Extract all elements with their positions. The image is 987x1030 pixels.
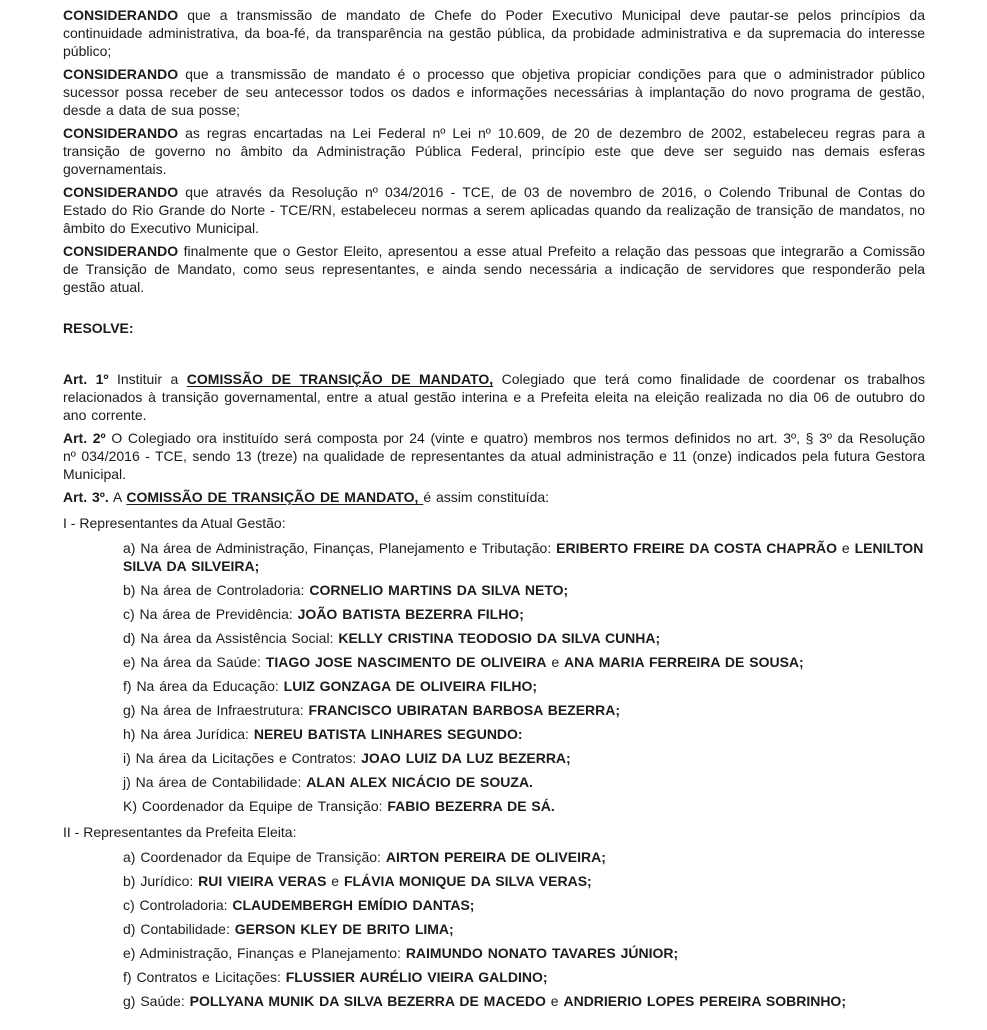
member-name: AIRTON PEREIRA DE OLIVEIRA; xyxy=(385,849,606,865)
item-lead: g) Saúde: xyxy=(123,993,190,1009)
member-name: ANA MARIA FERREIRA DE SOUSA; xyxy=(564,654,804,670)
considerando-paragraph xyxy=(63,65,925,119)
list-item xyxy=(123,581,925,599)
item-conjunction: e xyxy=(837,540,855,556)
considerando-paragraph xyxy=(63,6,925,60)
member-name: CLAUDEMBERGH EMÍDIO DANTAS; xyxy=(232,897,475,913)
considerando-text: que a transmissão de mandato de Chefe do Poder Executivo Municipal deve pautar-se pelos princípios da continuidade administrativa, da boa-fé, da transparência na gestão pública, da probidade administrativa e da supremacia do interesse público; xyxy=(63,7,925,59)
member-name: NEREU BATISTA LINHARES SEGUNDO: xyxy=(253,726,523,742)
member-name: FLÁVIA MONIQUE DA SILVA VERAS; xyxy=(344,873,592,889)
item-lead: c) Controladoria: xyxy=(123,897,233,913)
section-heading-current-administration: I - Representantes da Atual Gestão: xyxy=(63,515,286,531)
considerando-keyword: CONSIDERANDO xyxy=(63,66,179,82)
considerando-text: que a transmissão de mandato é o processo que objetiva propiciar condições para que o administrador público sucessor possa receber de seu antecessor todos os dados e informações necessárias à implantação do novo programa de gestão, desde a data de sua posse; xyxy=(63,66,925,118)
list-item xyxy=(123,629,925,647)
considerando-keyword: CONSIDERANDO xyxy=(63,125,179,141)
member-name: FLUSSIER AURÉLIO VIEIRA GALDINO; xyxy=(285,969,548,985)
member-name: RAIMUNDO NONATO TAVARES JÚNIOR; xyxy=(405,945,679,961)
item-lead: b) Na área de Controladoria: xyxy=(123,582,310,598)
article-1-commission-title: COMISSÃO DE TRANSIÇÃO DE MANDATO, xyxy=(186,371,494,387)
considerando-keyword: CONSIDERANDO xyxy=(63,7,179,23)
member-name: TIAGO JOSE NASCIMENTO DE OLIVEIRA xyxy=(265,654,547,670)
member-name: ALAN ALEX NICÁCIO DE SOUZA. xyxy=(306,774,533,790)
list-item xyxy=(123,944,925,962)
item-conjunction: e xyxy=(545,993,564,1009)
item-lead: h) Na área Jurídica: xyxy=(123,726,254,742)
item-conjunction: e xyxy=(546,654,565,670)
article-1-pre: Instituir a xyxy=(108,371,187,387)
list-item xyxy=(123,896,925,914)
list-item xyxy=(123,701,925,719)
article-2-pre: O Colegiado ora instituído será composta por 24 (vinte e quatro) membros nos termos definidos no art. 3º, § 3º da Resolução nº 034/2016 - TCE, sendo 13 (treze) na qualidade de representantes da atual administração e 11 (onze) indicados pela futura Gestora Municipal. xyxy=(63,430,926,482)
item-lead: c) Na área de Previdência: xyxy=(123,606,298,622)
item-lead: b) Jurídico: xyxy=(123,873,199,889)
list-item xyxy=(123,605,925,623)
list-item xyxy=(123,920,925,938)
member-name: ANDRIERIO LOPES PEREIRA SOBRINHO; xyxy=(563,993,846,1009)
article-2-label: Art. 2º xyxy=(63,430,106,446)
item-lead: i) Na área da Licitações e Contratos: xyxy=(123,750,362,766)
member-name: LENILTON SILVA DA SILVEIRA; xyxy=(123,540,924,574)
article-3-pre: A xyxy=(108,489,127,505)
item-lead: f) Na área da Educação: xyxy=(123,678,284,694)
item-conjunction: e xyxy=(326,873,344,889)
item-lead: a) Na área de Administração, Finanças, Planejamento e Tributação: xyxy=(123,540,557,556)
considerando-text: que através da Resolução nº 034/2016 - TCE, de 03 de novembro de 2016, o Colendo Tribunal de Contas do Estado do Rio Grande do Norte - TCE/RN, estabeleceu normas a serem aplicadas quando da realização de transição de mandatos, no âmbito do Executivo Municipal. xyxy=(63,184,925,236)
item-lead: e) Na área da Saúde: xyxy=(123,654,266,670)
article-3-post: é assim constituída: xyxy=(423,489,550,505)
list-item xyxy=(123,872,925,890)
item-lead: e) Administração, Finanças e Planejamento: xyxy=(123,945,406,961)
article-1-paragraph xyxy=(63,370,925,424)
article-3-paragraph xyxy=(63,488,925,506)
member-name: JOAO LUIZ DA LUZ BEZERRA; xyxy=(361,750,571,766)
member-name: FRANCISCO UBIRATAN BARBOSA BEZERRA; xyxy=(308,702,621,718)
resolve-heading: RESOLVE: xyxy=(63,320,134,336)
list-item xyxy=(123,992,925,1010)
member-name: GERSON KLEY DE BRITO LIMA; xyxy=(234,921,454,937)
member-name: LUIZ GONZAGA DE OLIVEIRA FILHO; xyxy=(283,678,538,694)
member-name: ERIBERTO FREIRE DA COSTA CHAPRÃO xyxy=(556,540,838,556)
list-item xyxy=(123,749,925,767)
member-name: RUI VIEIRA VERAS xyxy=(198,873,327,889)
member-name: CORNELIO MARTINS DA SILVA NETO; xyxy=(309,582,569,598)
considerando-paragraph xyxy=(63,183,925,237)
article-3-label: Art. 3º. xyxy=(63,489,109,505)
list-item xyxy=(123,677,925,695)
list-item xyxy=(123,848,925,866)
item-lead: K) Coordenador da Equipe de Transição: xyxy=(123,798,388,814)
considerando-keyword: CONSIDERANDO xyxy=(63,184,179,200)
member-name: POLLYANA MUNIK DA SILVA BEZERRA DE MACEDO xyxy=(189,993,546,1009)
member-name: FABIO BEZERRA DE SÁ. xyxy=(387,798,555,814)
member-name: KELLY CRISTINA TEODOSIO DA SILVA CUNHA; xyxy=(338,630,661,646)
item-lead: j) Na área de Contabilidade: xyxy=(123,774,307,790)
considerando-paragraph xyxy=(63,242,925,296)
considerando-text: as regras encartadas na Lei Federal nº Lei nº 10.609, de 20 de dezembro de 2002, estabeleceu regras para a transição de governo no âmbito da Administração Pública Federal, princípio este que deve ser seguido nas demais esferas governamentais. xyxy=(63,125,925,177)
member-name: JOÃO BATISTA BEZERRA FILHO; xyxy=(297,606,524,622)
article-1-post: Colegiado que terá como finalidade de coordenar os trabalhos relacionados à transição governamental, entre a atual gestão interina e a Prefeita eleita na eleição realizada no dia 06 de outubro do ano corrente. xyxy=(63,371,926,423)
item-lead: a) Coordenador da Equipe de Transição: xyxy=(123,849,386,865)
list-item xyxy=(123,539,925,575)
list-item xyxy=(123,797,925,815)
considerando-paragraph xyxy=(63,124,925,178)
item-lead: f) Contratos e Licitações: xyxy=(123,969,286,985)
list-item xyxy=(123,773,925,791)
list-item xyxy=(123,968,925,986)
section-heading-elected-mayor: II - Representantes da Prefeita Eleita: xyxy=(63,824,297,840)
item-lead: g) Na área de Infraestrutura: xyxy=(123,702,309,718)
considerando-keyword: CONSIDERANDO xyxy=(63,243,179,259)
item-lead: d) Contabilidade: xyxy=(123,921,235,937)
considerando-text: finalmente que o Gestor Eleito, apresentou a esse atual Prefeito a relação das pessoas que integrarão a Comissão de Transição de Mandato, como seus representantes, e ainda sendo necessária a indicação de servidores que responderão pela gestão atual. xyxy=(63,243,925,295)
article-1-label: Art. 1º xyxy=(63,371,109,387)
list-item xyxy=(123,653,925,671)
article-3-commission-title: COMISSÃO DE TRANSIÇÃO DE MANDATO, xyxy=(126,489,424,505)
article-2-paragraph xyxy=(63,429,925,483)
item-lead: d) Na área da Assistência Social: xyxy=(123,630,339,646)
list-item xyxy=(123,725,925,743)
